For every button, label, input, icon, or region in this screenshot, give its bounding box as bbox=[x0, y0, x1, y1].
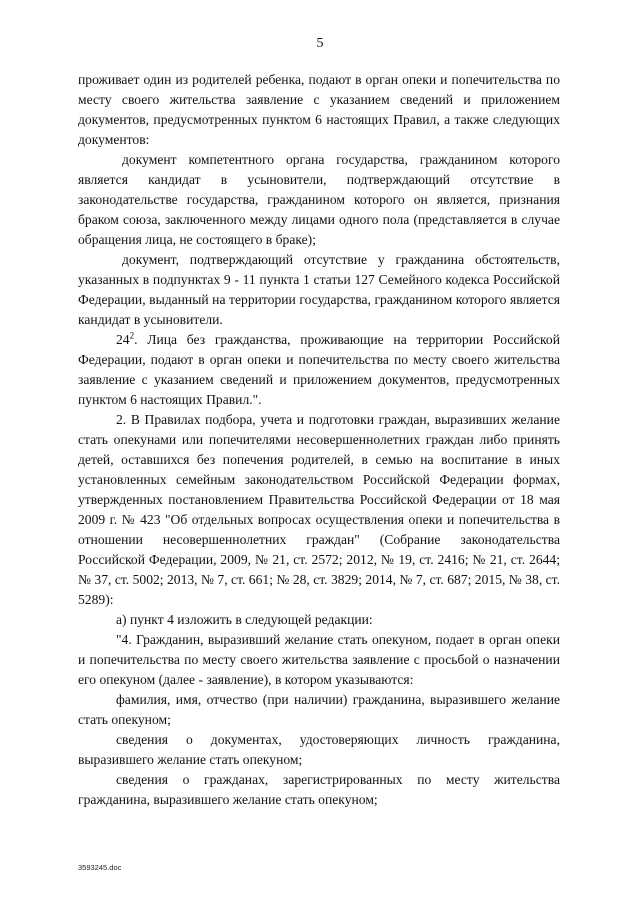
paragraph-a-point-4: а) пункт 4 изложить в следующей редакции: bbox=[116, 612, 373, 627]
paragraph-24-2 bbox=[78, 330, 560, 410]
file-name-footer: 3593245.doc bbox=[78, 863, 122, 872]
paragraph-document-confirming-absence: документ, подтверждающий отсутствие у гражданина обстоятельств, указанных в подпунктах 9 - 11 пункта 1 статьи 127 Семейного кодекса Российской Федерации, выданный на территории государства, гражданином которого является кандидат в усыновители. bbox=[78, 252, 560, 327]
paragraph-2-rules: 2. В Правилах подбора, учета и подготовки граждан, выразивших желание стать опекунами или попечителями несовершеннолетних граждан либо принять детей, оставшихся без попечения родителей, в семью на воспитание в иных установленных семейным законодательством Российской Федерации формах, утвержденных постановлением Правительства Российской Федерации от 18 мая 2009 г. № 423 "Об отдельных вопросах осуществления опеки и попечительства в отношении несовершеннолетних граждан" (Собрание законодательства Российской Федерации, 2009, № 21, ст. 2572; 2012, № 19, ст. 2416; № 21, ст. 2644; № 37, ст. 5002; 2013, № 7, ст. 661; № 28, ст. 3829; 2014, № 7, ст. 687; 2015, № 38, ст. 5289): bbox=[78, 412, 560, 607]
paragraph-registered-persons: сведения о гражданах, зарегистрированных по месту жительства гражданина, выразившего желание стать опекуном; bbox=[78, 772, 560, 807]
paragraph-full-name: фамилия, имя, отчество (при наличии) гражданина, выразившего желание стать опекуном; bbox=[78, 692, 560, 727]
paragraph-continuation: проживает один из родителей ребенка, подают в орган опеки и попечительства по месту своего жительства заявление с указанием сведений и приложением документов, предусмотренных пунктом 6 настоящих Правил, а также следующих документов: bbox=[78, 72, 560, 147]
clause-number: 24 bbox=[116, 332, 130, 347]
page-number: 5 bbox=[316, 36, 324, 51]
clause-superscript: 2 bbox=[129, 330, 135, 341]
document-body bbox=[78, 70, 560, 810]
clause-text: . Лица без гражданства, проживающие на территории Российской Федерации, подают в орган опеки и попечительства по месту своего жительства заявление с указанием сведений и приложением документов, предусмотренных пунктом 6 настоящих Правил.". bbox=[78, 332, 560, 407]
paragraph-point-4-text: "4. Гражданин, выразивший желание стать опекуном, подает в орган опеки и попечительства по месту своего жительства заявление с просьбой о назначении его опекуном (далее - заявление), в котором указываются: bbox=[78, 632, 560, 687]
paragraph-document-competent-authority: документ компетентного органа государства, гражданином которого является кандидат в усыновители, подтверждающий отсутствие в законодательстве государства, гражданином которого он является, признания браком союза, заключенного между лицами одного пола (представляется в случае обращения лица, не состоящего в браке); bbox=[78, 152, 560, 247]
paragraph-identity-documents: сведения о документах, удостоверяющих личность гражданина, выразившего желание стать опекуном; bbox=[78, 732, 560, 767]
